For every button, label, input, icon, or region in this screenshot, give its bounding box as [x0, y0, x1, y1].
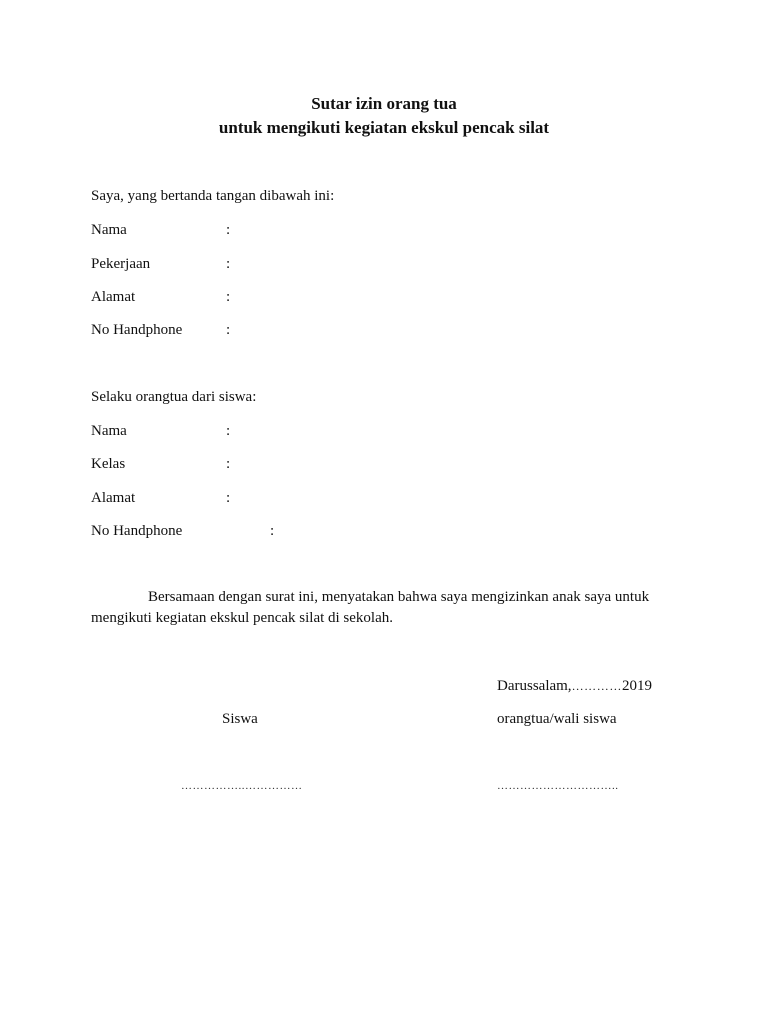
statement-paragraph: Bersamaan dengan surat ini, menyatakan bahwa saya mengizinkan anak saya untuk mengikuti kegiatan ekskul pencak silat di sekolah.	[91, 589, 650, 626]
student-signature-line: ……………..……………	[181, 780, 303, 792]
student-class-colon: :	[226, 456, 231, 472]
parent-intro-text: Saya, yang bertanda tangan dibawah ini:	[91, 188, 335, 204]
student-signature-label: Siswa	[222, 711, 258, 727]
parent-job-label: Pekerjaan	[91, 256, 151, 272]
student-name-label: Nama	[91, 423, 127, 439]
date-line	[497, 677, 652, 695]
student-address-label: Alamat	[91, 490, 136, 506]
date-blank-dots: …………	[571, 679, 622, 693]
student-address-colon: :	[226, 490, 231, 506]
letter-title-line-1: Sutar izin orang tua	[311, 94, 457, 113]
student-phone-label: No Handphone	[91, 523, 183, 539]
parent-name-colon: :	[226, 222, 231, 238]
parent-signature-line: …………………………..	[497, 780, 619, 792]
parent-job-colon: :	[226, 256, 231, 272]
student-class-label: Kelas	[91, 456, 126, 472]
parent-phone-label: No Handphone	[91, 322, 183, 338]
parent-address-colon: :	[226, 289, 231, 305]
parent-address-label: Alamat	[91, 289, 136, 305]
parent-phone-colon: :	[226, 322, 231, 338]
student-name-colon: :	[226, 423, 231, 439]
date-place: Darussalam,	[497, 678, 572, 694]
parent-name-label: Nama	[91, 222, 127, 238]
letter-title-line-2: untuk mengikuti kegiatan ekskul pencak silat	[218, 118, 550, 137]
parent-signature-label: orangtua/wali siswa	[497, 711, 617, 727]
student-phone-colon: :	[270, 523, 275, 539]
student-intro-text: Selaku orangtua dari siswa:	[91, 389, 257, 405]
date-year: 2019	[621, 678, 652, 694]
